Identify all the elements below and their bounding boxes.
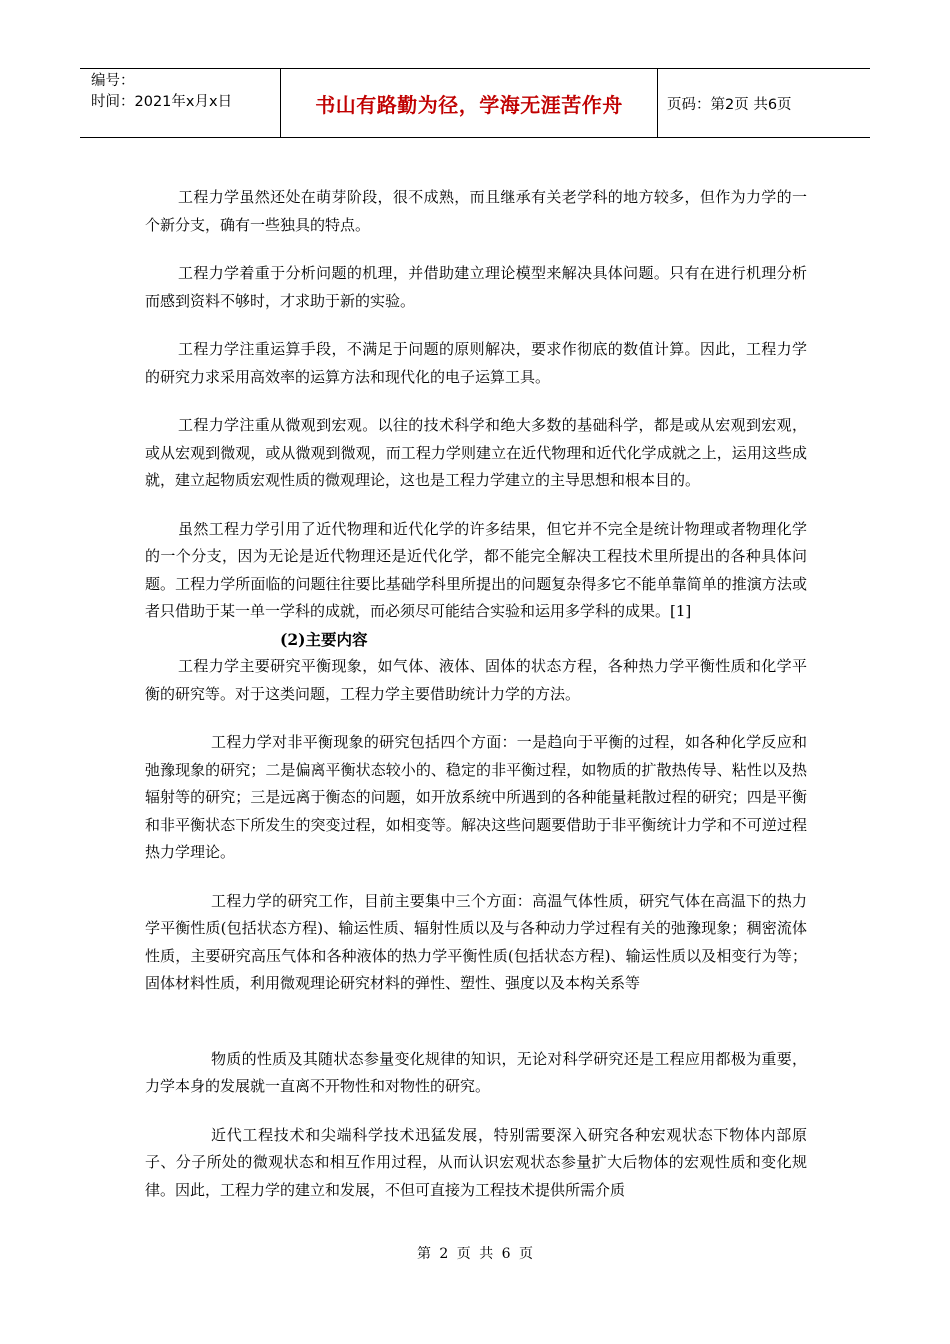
document-body xyxy=(145,184,807,1204)
header-info-cell xyxy=(80,69,281,137)
paragraph: 物质的性质及其随状态参量变化规律的知识，无论对科学研究还是工程应用都极为重要，力学本身的发展就一直离不开物性和对物性的研究。 xyxy=(145,1049,807,1095)
document-date-label: 时间：2021年x月x日 xyxy=(91,94,233,110)
paragraph: 工程力学虽然还处在萌芽阶段，很不成熟，而且继承有关老学科的地方较多，但作为力学的一个新分支，确有一些独具的特点。 xyxy=(145,188,807,234)
paragraph: 近代工程技术和尖端科学技术迅猛发展，特别需要深入研究各种宏观状态下物体内部原子、分子所处的微观状态和相互作用过程，从而认识宏观状态参量扩大后物体的宏观性质和变化规律。因此，工程力学的建立和发展，不但可直接为工程技术提供所需介质 xyxy=(145,1125,807,1199)
paragraph: 工程力学对非平衡现象的研究包括四个方面：一是趋向于平衡的过程，如各种化学反应和弛豫现象的研究；二是偏离平衡状态较小的、稳定的非平衡过程，如物质的扩散热传导、粘性以及热辐射等的研究；三是远离于衡态的问题，如开放系统中所遇到的各种能量耗散过程的研究；四是平衡和非平衡状态下所发生的突变过程，如相变等。解决这些问题要借助于非平衡统计力学和不可逆过程热力学理论。 xyxy=(145,733,807,861)
header-motto: 书山有路勤为径，学海无涯苦作舟 xyxy=(281,69,658,137)
page-header xyxy=(80,68,870,138)
document-number-label: 编号： xyxy=(91,73,135,89)
paragraph: 虽然工程力学引用了近代物理和近代化学的许多结果，但它并不完全是统计物理或者物理化学的一个分支，因为无论是近代物理还是近代化学，都不能完全解决工程技术里所提出的各种具体问题。工程力学所面临的问题往往要比基础学科里所提出的问题复杂得多它不能单靠简单的推演方法或者只借助于某一单一学科的成就，而必须尽可能结合实验和运用多学科的成果。[1] xyxy=(145,519,807,620)
paragraph: 工程力学着重于分析问题的机理，并借助建立理论模型来解决具体问题。只有在进行机理分析而感到资料不够时，才求助于新的实验。 xyxy=(145,264,807,310)
paragraph: 工程力学注重运算手段，不满足于问题的原则解决，要求作彻底的数值计算。因此，工程力学的研究力求采用高效率的运算方法和现代化的电子运算工具。 xyxy=(145,340,807,386)
paragraph: 工程力学的研究工作，目前主要集中三个方面：高温气体性质，研究气体在高温下的热力学平衡性质(包括状态方程)、输运性质、辐射性质以及与各种动力学过程有关的弛豫现象；稠密流体性质，主要研究高压气体和各种液体的热力学平衡性质(包括状态方程)、输运性质以及相变行为等；固体材料性质，利用微观理论研究材料的弹性、塑性、强度以及本构关系等 xyxy=(145,891,807,992)
header-page-label: 页码：第2页 共6页 xyxy=(667,96,792,113)
paragraph: 工程力学注重从微观到宏观。以往的技术科学和绝大多数的基础科学，都是或从宏观到宏观，或从宏观到微观，或从微观到微观，而工程力学则建立在近代物理和近代化学成就之上，运用这些成就，建立起物质宏观性质的微观理论，这也是工程力学建立的主导思想和根本目的。 xyxy=(145,416,807,489)
section-heading: (2)主要内容 xyxy=(280,629,368,649)
page-footer: 第 2 页 共 6 页 xyxy=(416,1246,534,1262)
paragraph: 工程力学主要研究平衡现象，如气体、液体、固体的状态方程，各种热力学平衡性质和化学平衡的研究等。对于这类问题，工程力学主要借助统计力学的方法。 xyxy=(145,657,807,703)
